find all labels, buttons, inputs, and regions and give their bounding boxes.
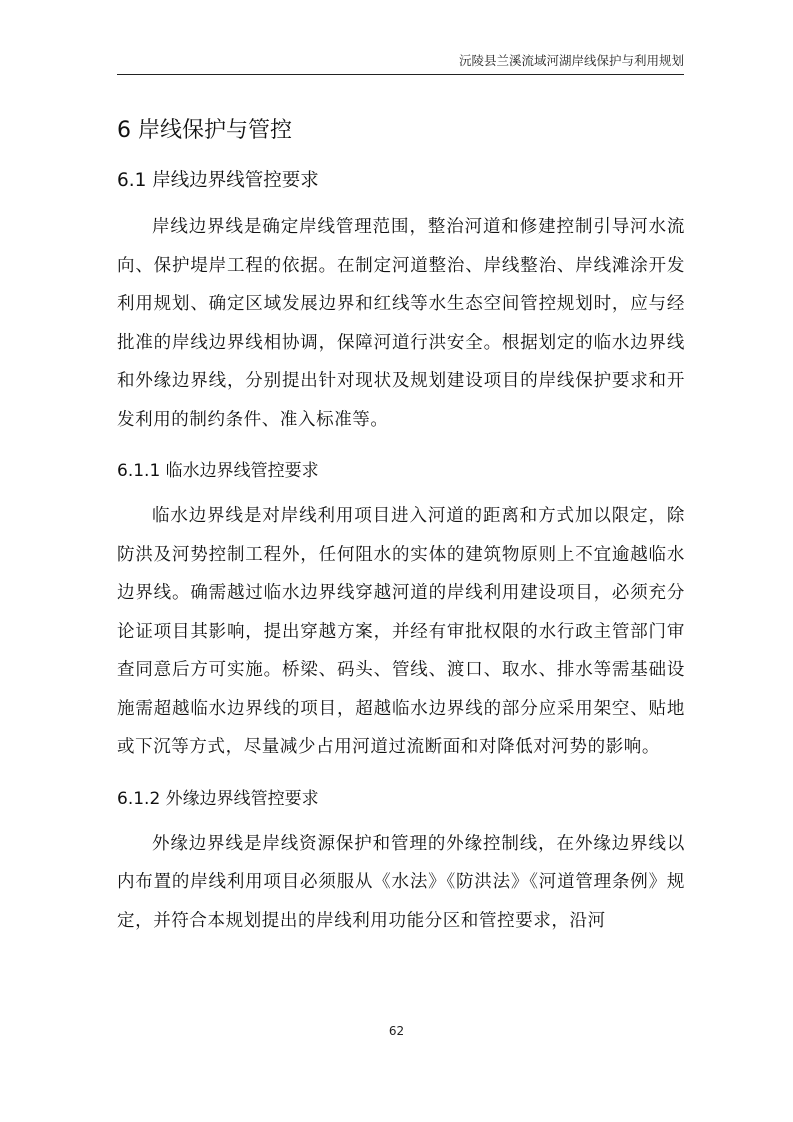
- section-6-1-paragraph: 岸线边界线是确定岸线管理范围，整治河道和修建控制引导河水流向、保护堤岸工程的依据。在制定河道整治、岸线整治、岸线滩涂开发利用规划、确定区域发展边界和红线等水生态空间管控规划时，应与经批准的岸线边界线相协调，保障河道行洪安全。根据划定的临水边界线和外缘边界线，分别提出针对现状及规划建设项目的岸线保护要求和开发利用的制约条件、准入标准等。: [117, 217, 685, 430]
- section-title-6-1-1: 6.1.1 临水边界线管控要求: [117, 461, 319, 481]
- page-number: 62: [388, 1024, 405, 1038]
- section-6-1-1-paragraph: 临水边界线是对岸线利用项目进入河道的距离和方式加以限定，除防洪及河势控制工程外，任何阻水的实体的建筑物原则上不宜逾越临水边界线。确需越过临水边界线穿越河道的岸线利用建设项目，必须充分论证项目其影响，提出穿越方案，并经有审批权限的水行政主管部门审查同意后方可实施。桥梁、码头、管线、渡口、取水、排水等需基础设施需超越临水边界线的项目，超越临水边界线的部分应采用架空、贴地或下沉等方式，尽量减少占用河道过流断面和对降低对河势的影响。: [117, 506, 685, 757]
- running-header: 沅陵县兰溪流域河湖岸线保护与利用规划: [117, 50, 684, 75]
- section-6-1-2-paragraph: 外缘边界线是岸线资源保护和管理的外缘控制线，在外缘边界线以内布置的岸线利用项目必须服从《水法》《防洪法》《河道管理条例》规定，并符合本规划提出的岸线利用功能分区和管控要求，沿河: [117, 833, 685, 931]
- page-body: [117, 102, 685, 946]
- section-title-6-1-2: 6.1.2 外缘边界线管控要求: [117, 788, 319, 809]
- section-title-6-1: 6.1 岸线边界线管控要求: [117, 170, 319, 191]
- chapter-title: 6 岸线保护与管控: [117, 118, 292, 143]
